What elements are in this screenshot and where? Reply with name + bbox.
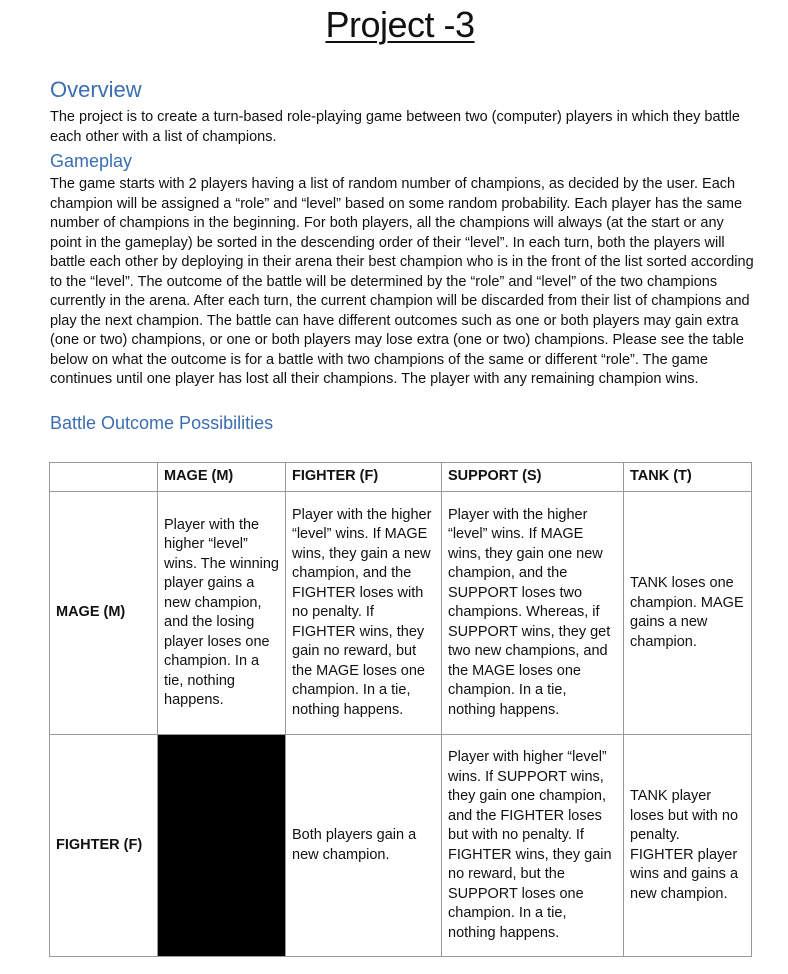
column-header-mage: MAGE (M) xyxy=(158,463,286,492)
battle-outcome-table xyxy=(49,462,752,957)
column-header-support: SUPPORT (S) xyxy=(442,463,624,492)
table-row-mage xyxy=(50,492,752,735)
cell-mage-vs-mage: Player with the higher “level” wins. The winning player gains a new champion, and the losing player loses one champion. In a tie, nothing happens. xyxy=(158,492,286,735)
row-header-mage: MAGE (M) xyxy=(50,492,158,735)
cell-fighter-vs-support: Player with higher “level” wins. If SUPPORT wins, they gain one champion, and the FIGHTER loses but with no penalty. If FIGHTER wins, they gain no reward, but the SUPPORT loses one champion. In a tie, nothing happens. xyxy=(442,735,624,957)
column-header-fighter: FIGHTER (F) xyxy=(286,463,442,492)
cell-mage-vs-fighter: Player with the higher “level” wins. If MAGE wins, they gain a new champion, and the FIGHTER loses with no penalty. If FIGHTER wins, they gain no reward, but the MAGE loses one champion. In a tie, nothing happens. xyxy=(286,492,442,735)
table-corner-cell xyxy=(50,463,158,492)
cell-fighter-vs-mage-blocked xyxy=(158,735,286,957)
table-row-fighter xyxy=(50,735,752,957)
page-title: Project -3 xyxy=(325,4,475,45)
cell-fighter-vs-tank: TANK player loses but with no penalty. FIGHTER player wins and gains a new champion. xyxy=(624,735,752,957)
overview-paragraph: The project is to create a turn-based role-playing game between two (computer) players in which they battle each other with a list of champions. xyxy=(50,109,740,145)
gameplay-paragraph: The game starts with 2 players having a list of random number of champions, as decided by the user. Each champion will be assigned a “role” and “level” based on some random probability. Each player has the same number of champions in the beginning. For both players, all the champions will always (at the start or any point in the gameplay) be sorted in the descending order of their “level”. In each turn, both the players will battle each other by deploying in their arena their best champion who is in the front of the list sorted according to the “level”. The outcome of the battle will be determined by the “role” and “level” of the two champions currently in the arena. After each turn, the current champion will be discarded from their list of champions and play the next champion. The battle can have different outcomes such as one or both players may gain extra (one or two) champions, or one or both players may lose extra (one or two) champions. Please see the table below on what the outcome is for a battle with two champions of the same or different “role”. The game continues until one player has lost all their champions. The player with any remaining champion wins. xyxy=(50,176,754,387)
cell-fighter-vs-fighter: Both players gain a new champion. xyxy=(286,735,442,957)
table-header-row xyxy=(50,463,752,492)
row-header-fighter: FIGHTER (F) xyxy=(50,735,158,957)
cell-mage-vs-support: Player with the higher “level” wins. If MAGE wins, they gain one new champion, and the SUPPORT loses two champions. Whereas, if SUPPORT wins, they get two new champions, and the MAGE loses one champion. In a tie, nothing happens. xyxy=(442,492,624,735)
gameplay-heading: Gameplay xyxy=(50,151,133,171)
battle-outcome-heading: Battle Outcome Possibilities xyxy=(50,413,274,433)
column-header-tank: TANK (T) xyxy=(624,463,752,492)
cell-mage-vs-tank: TANK loses one champion. MAGE gains a new champion. xyxy=(624,492,752,735)
overview-heading: Overview xyxy=(50,77,142,102)
